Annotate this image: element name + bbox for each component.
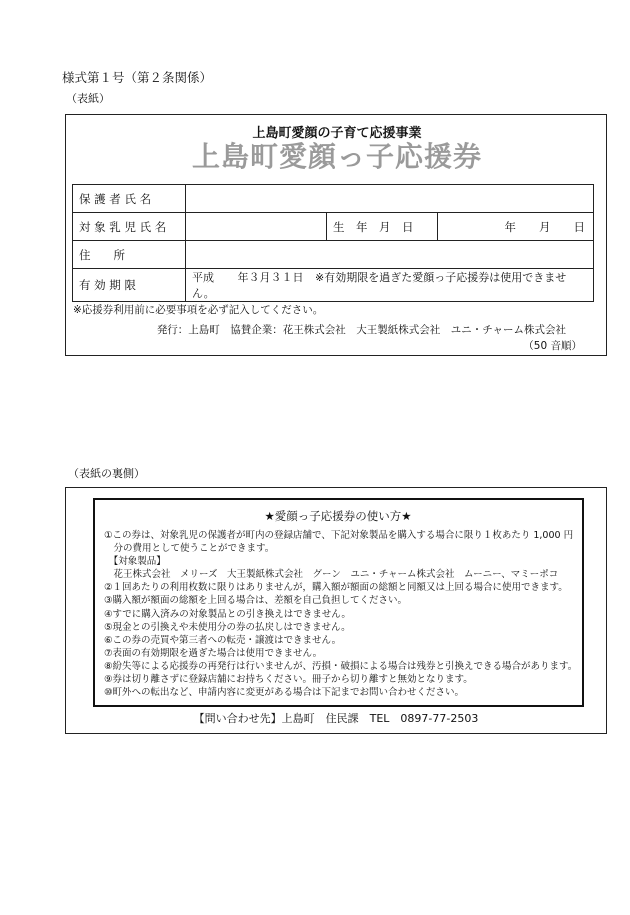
rule-line: 【対象製品】 <box>104 556 166 568</box>
birth-date-field[interactable]: 年 月 日 <box>438 213 594 241</box>
holder-info-table <box>72 184 594 302</box>
guardian-label: 保 護 者 氏 名 <box>73 185 186 213</box>
rule-line: ②１回あたりの利用枚数に限りはありませんが，購入額が額面の総額と同額又は上回る場合に使用できます。 <box>104 582 568 594</box>
address-field[interactable] <box>186 241 594 269</box>
rule-line: ⑤現金との引換えや未使用分の券の払戻しはできません。 <box>104 621 351 633</box>
validity-era: 平成 <box>192 271 214 284</box>
rule-line: 分の費用として使うことができます。 <box>104 543 275 555</box>
program-title: 上島町愛顔の子育て応援事業 <box>252 126 422 141</box>
guardian-name-field[interactable] <box>186 185 594 213</box>
rule-line: ⑨券は切り離さずに登録店舗にお持ちください。冊子から切り離すと無効となります。 <box>104 674 473 686</box>
coupon-title: 上島町愛顔っ子応援券 <box>191 140 482 173</box>
rule-line: ⑦表面の有効期限を過ぎた場合は使用できません。 <box>104 647 323 659</box>
infant-name-field[interactable] <box>186 213 327 241</box>
rule-line: ⑧紛失等による応援券の再発行は行いませんが、汚損・破損による場合は残券と引換えできる場合があります。 <box>104 660 578 672</box>
order-note: （50 音順） <box>523 340 582 352</box>
back-side-label: （表紙の裏側） <box>68 467 145 480</box>
infant-row <box>73 213 594 241</box>
coupon-cover <box>65 114 607 356</box>
infant-label: 対 象 乳 児 氏 名 <box>73 213 186 241</box>
usage-box <box>93 498 584 707</box>
form-number-label: 様式第１号（第２条関係） <box>62 70 213 85</box>
validity-label: 有 効 期 限 <box>73 269 186 302</box>
birth-date-label: 生 年 月 日 <box>327 213 438 241</box>
usage-title: ★愛顔っ子応援券の使い方★ <box>264 509 412 523</box>
rule-line: 花王株式会社 メリーズ 大王製紙株式会社 グーン ユニ・チャーム株式会社 ムーニー、マミーポコ <box>104 569 559 581</box>
validity-value <box>186 269 594 302</box>
validity-note: ※有効期限を過ぎた愛顔っ子応援券は使用できません。 <box>192 271 567 300</box>
usage-rules <box>104 529 580 699</box>
rule-line: ⑩町外への転出など、申請内容に変更がある場合は下記までお問い合わせください。 <box>104 687 465 699</box>
validity-date: 年３月３１日 <box>237 271 304 284</box>
rule-line: ④すでに購入済みの対象製品との引き換えはできません。 <box>104 608 351 620</box>
contact-info: 【問い合わせ先】上島町 住民課 TEL 0897-77-2503 <box>193 712 479 725</box>
address-row <box>73 241 594 269</box>
rule-line: ①この券は、対象乳児の保護者が町内の登録店舗で、下記対象製品を購入する場合に限り１枚あたり 1,000 円 <box>104 530 574 541</box>
validity-row <box>73 269 594 302</box>
coupon-back <box>65 487 607 734</box>
fill-in-notice: ※応援券利用前に必要事項を必ず記入してください。 <box>73 304 324 316</box>
guardian-row <box>73 185 594 213</box>
issuer-sponsors: 発行：上島町 協賛企業：花王株式会社 大王製紙株式会社 ユニ・チャーム株式会社 <box>156 324 566 336</box>
rule-line: ⑥この券の売買や第三者への転売・譲渡はできません。 <box>104 634 342 646</box>
cover-label: （表紙） <box>66 92 110 105</box>
rule-line: ③購入額が額面の総額を上回る場合は、差額を自己負担してください。 <box>104 595 408 607</box>
address-label: 住 所 <box>73 241 186 269</box>
